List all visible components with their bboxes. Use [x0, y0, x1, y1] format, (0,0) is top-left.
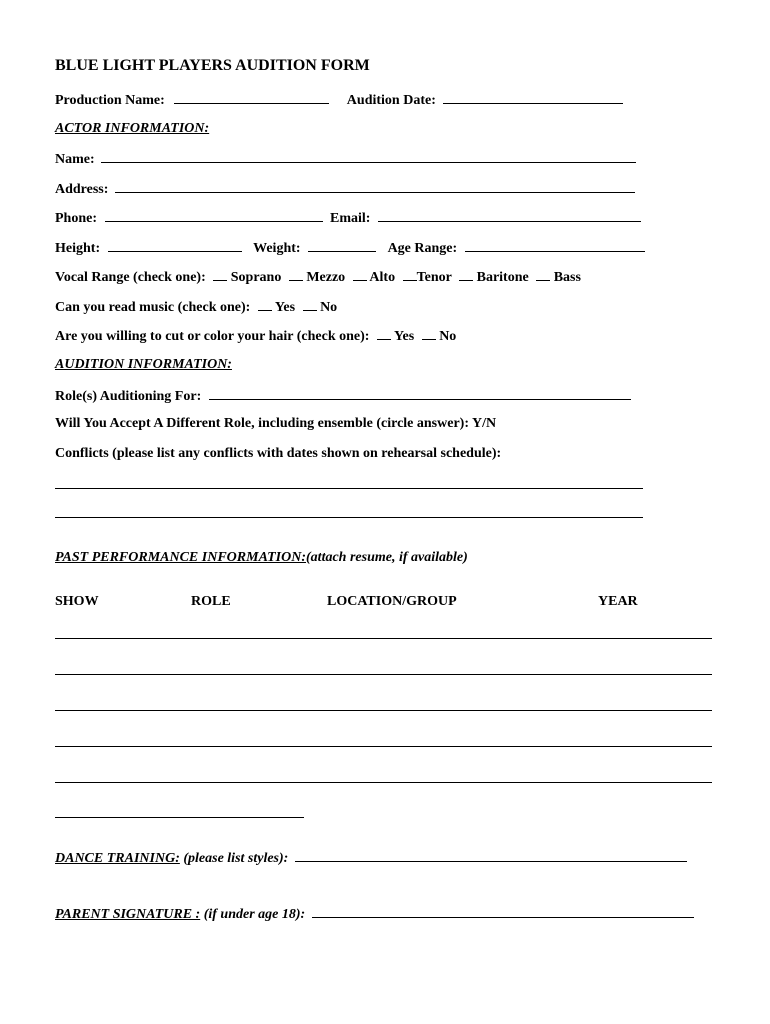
read-music-no: No: [320, 300, 338, 315]
performance-line-2[interactable]: [55, 674, 712, 675]
form-title: BLUE LIGHT PLAYERS AUDITION FORM: [55, 57, 370, 74]
name-label: Name:: [55, 152, 95, 167]
performance-line-4[interactable]: [55, 746, 712, 747]
email-label: Email:: [330, 211, 371, 226]
mezzo-check[interactable]: [289, 267, 303, 281]
dance-training-heading: DANCE TRAINING:: [55, 851, 180, 866]
read-music-no-check[interactable]: [303, 297, 317, 311]
age-range-field[interactable]: [465, 238, 645, 252]
phone-field[interactable]: [105, 208, 323, 222]
past-performance-heading: PAST PERFORMANCE INFORMATION:: [55, 550, 307, 565]
alto-check[interactable]: [353, 267, 367, 281]
read-music-label: Can you read music (check one):: [55, 300, 251, 315]
height-weight-row: [55, 238, 645, 258]
parent-signature-note: (if under age 18):: [200, 907, 306, 922]
col-header-show: SHOW: [55, 594, 99, 609]
hair-yes: Yes: [393, 329, 415, 344]
phone-label: Phone:: [55, 211, 97, 226]
address-label: Address:: [55, 182, 109, 197]
weight-label: Weight:: [253, 241, 301, 256]
conflicts-line-2[interactable]: [55, 517, 643, 518]
name-field[interactable]: [101, 149, 636, 163]
soprano-check[interactable]: [213, 267, 227, 281]
hair-no-check[interactable]: [422, 326, 436, 340]
audition-section-heading: AUDITION INFORMATION:: [55, 357, 232, 372]
performance-line-1[interactable]: [55, 638, 712, 639]
conflicts-label: Conflicts (please list any conflicts with dates shown on rehearsal schedule):: [55, 446, 502, 461]
audition-date-field[interactable]: [443, 90, 623, 104]
hair-no: No: [439, 329, 457, 344]
production-name-field[interactable]: [174, 90, 329, 104]
soprano-option: Soprano: [230, 270, 282, 285]
read-music-row: [55, 297, 337, 317]
hair-row: [55, 326, 456, 346]
col-header-role: ROLE: [191, 594, 231, 609]
baritone-option: Baritone: [476, 270, 529, 285]
read-music-yes: Yes: [274, 300, 296, 315]
parent-signature-field[interactable]: [312, 904, 694, 918]
read-music-yes-check[interactable]: [258, 297, 272, 311]
audition-date-label: Audition Date:: [346, 93, 436, 108]
age-range-label: Age Range:: [387, 241, 458, 256]
tenor-check[interactable]: [403, 267, 417, 281]
parent-signature-heading: PARENT SIGNATURE :: [55, 907, 201, 922]
past-performance-heading-row: [55, 549, 468, 567]
past-performance-note: (attach resume, if available): [306, 550, 468, 565]
address-field[interactable]: [115, 179, 635, 193]
hair-label: Are you willing to cut or color your hair (check one):: [55, 329, 370, 344]
roles-label: Role(s) Auditioning For:: [55, 389, 202, 404]
performance-line-5[interactable]: [55, 782, 712, 783]
tenor-option: Tenor: [416, 270, 452, 285]
accept-role-text: Will You Accept A Different Role, including ensemble (circle answer): Y/N: [55, 416, 497, 431]
name-row: [55, 149, 636, 169]
actor-section-heading: ACTOR INFORMATION:: [55, 121, 210, 136]
performance-line-6[interactable]: [55, 817, 304, 818]
production-row: [55, 90, 623, 110]
parent-signature-row: [55, 904, 694, 924]
bass-check[interactable]: [536, 267, 550, 281]
weight-field[interactable]: [308, 238, 376, 252]
alto-option: Alto: [369, 270, 396, 285]
vocal-range-label: Vocal Range (check one):: [55, 270, 206, 285]
dance-training-row: [55, 848, 687, 868]
conflicts-line-1[interactable]: [55, 488, 643, 489]
baritone-check[interactable]: [459, 267, 473, 281]
dance-training-field[interactable]: [295, 848, 687, 862]
height-label: Height:: [55, 241, 101, 256]
performance-line-3[interactable]: [55, 710, 712, 711]
col-header-location: LOCATION/GROUP: [327, 594, 457, 609]
roles-row: [55, 386, 631, 406]
vocal-range-row: [55, 267, 581, 287]
bass-option: Bass: [553, 270, 581, 285]
production-name-label: Production Name:: [55, 93, 165, 108]
height-field[interactable]: [108, 238, 242, 252]
mezzo-option: Mezzo: [306, 270, 346, 285]
hair-yes-check[interactable]: [377, 326, 391, 340]
email-field[interactable]: [378, 208, 641, 222]
address-row: [55, 179, 635, 199]
col-header-year: YEAR: [598, 594, 638, 609]
phone-email-row: [55, 208, 641, 228]
roles-field[interactable]: [209, 386, 631, 400]
dance-training-note: (please list styles):: [179, 851, 289, 866]
